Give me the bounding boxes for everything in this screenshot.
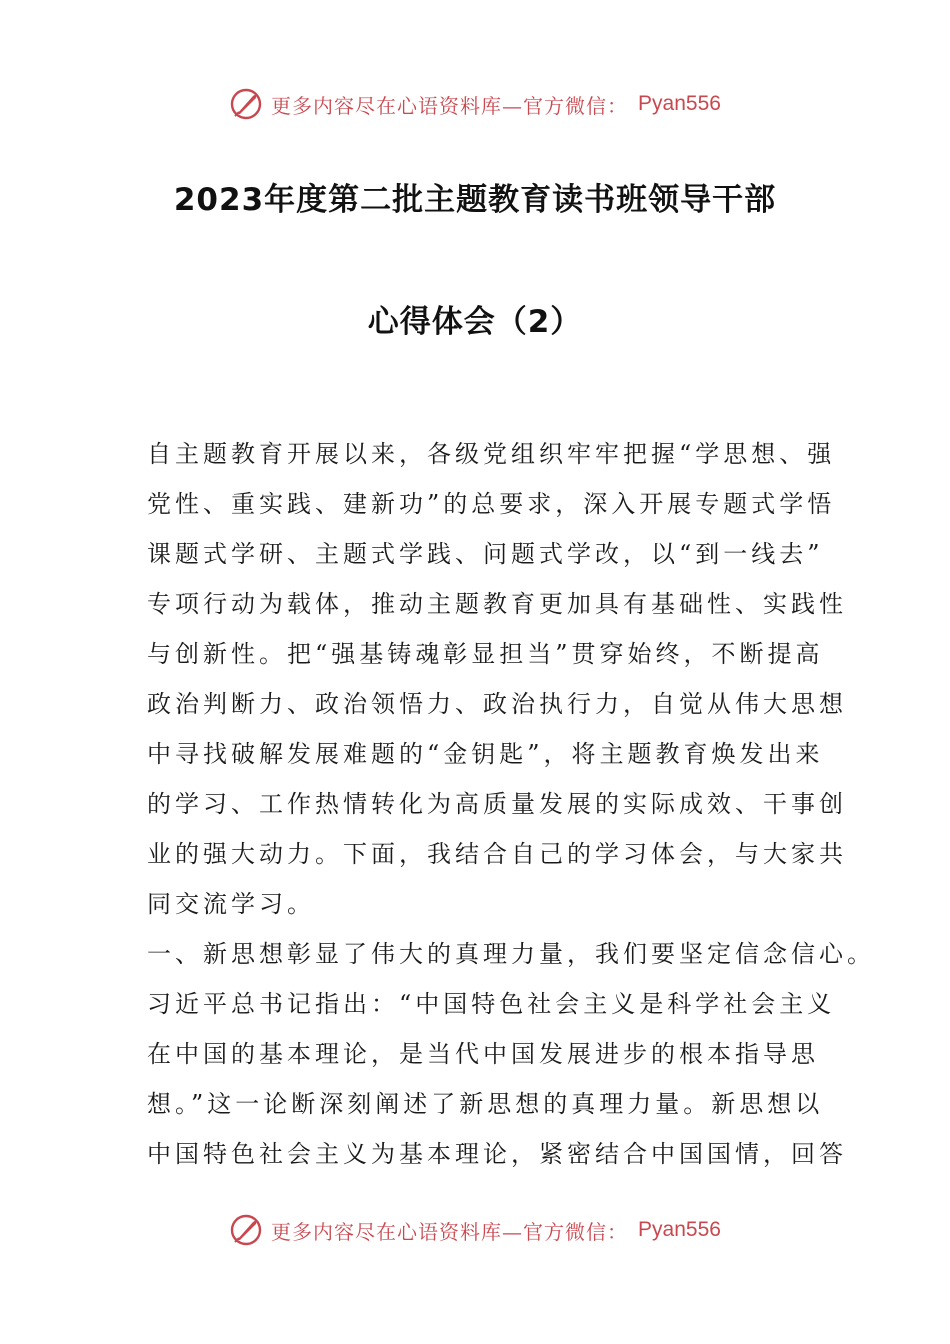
watermark-header — [0, 82, 950, 126]
document-title-line-1: 2023年度第二批主题教育读书班领导干部 — [173, 182, 777, 218]
document-title-line-2: 心得体会（2） — [367, 304, 583, 340]
body-line: 的学习、工作热情转化为高质量发展的实际成效、干事创 — [147, 790, 847, 818]
quill-pen-icon — [229, 87, 263, 121]
body-line: 习近平总书记指出：“中国特色社会主义是科学社会主义 — [147, 990, 836, 1018]
body-line: 中寻找破解发展难题的“金钥匙”，将主题教育焕发出来 — [147, 740, 824, 768]
body-line: 同交流学习。 — [147, 890, 315, 918]
watermark-text: 更多内容尽在心语资料库—官方微信： — [271, 1219, 629, 1244]
body-line: 与创新性。把“强基铸魂彰显担当”贯穿始终，不断提高 — [147, 640, 824, 668]
body-line: 政治判断力、政治领悟力、政治执行力，自觉从伟大思想 — [147, 690, 847, 718]
body-line: 党性、重实践、建新功”的总要求，深入开展专题式学悟 — [147, 490, 836, 518]
body-line: 业的强大动力。下面，我结合自己的学习体会，与大家共 — [147, 840, 847, 868]
section-heading-1: 一、新思想彰显了伟大的真理力量，我们要坚定信念信心。 — [147, 940, 875, 968]
body-line: 想。”这一论断深刻阐述了新思想的真理力量。新思想以 — [147, 1090, 824, 1118]
body-line: 课题式学研、主题式学践、问题式学改，以“到一线去” — [147, 540, 824, 568]
body-line: 专项行动为载体，推动主题教育更加具有基础性、实践性 — [147, 590, 847, 618]
quill-pen-icon — [229, 1213, 263, 1247]
body-line: 自主题教育开展以来，各级党组织牢牢把握“学思想、强 — [147, 440, 836, 468]
body-line: 在中国的基本理论，是当代中国发展进步的根本指导思 — [147, 1040, 819, 1068]
watermark-text: 更多内容尽在心语资料库—官方微信： — [271, 93, 629, 118]
body-line: 中国特色社会主义为基本理论，紧密结合中国国情，回答 — [147, 1140, 847, 1168]
watermark-wechat-id: Pyan556 — [638, 92, 721, 115]
watermark-wechat-id: Pyan556 — [638, 1218, 721, 1241]
document-body — [147, 434, 875, 1184]
watermark-footer — [0, 1208, 950, 1252]
